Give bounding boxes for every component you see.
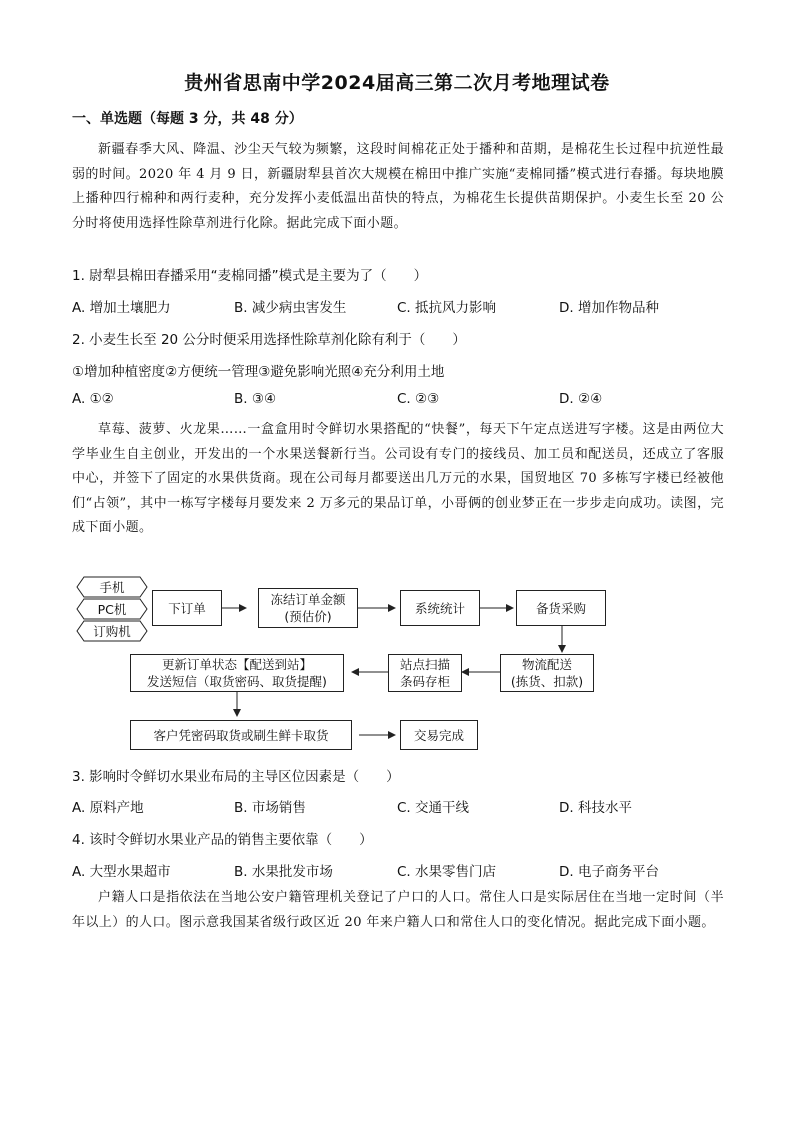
option-d: D. 科技水平 [559, 800, 632, 816]
option-d: D. ②④ [559, 391, 603, 407]
device-pc: PC机 [76, 598, 148, 620]
option-b: B. ③④ [234, 391, 277, 407]
flow-freeze-amount: 冻结订单金额 (预估价) [258, 588, 358, 628]
passage-cotton-wheat: 新疆春季大风、降温、沙尘天气较为频繁，这段时间棉花正处于播种和苗期，是棉花生长过程中抗逆性最弱的时间。2020 年 4 月 9 日，新疆尉犁县首次大规模在棉田中推广实施“麦棉同播”模式进行春播。每块地膜上播种四行棉种和两行麦种，充分发挥小麦低温出苗快的特点，为棉花生长提供苗期保护。小麦生长至 20 公分时将使用选择性除草剂进行化除。据此完成下面小题。 [72, 142, 724, 231]
option-b: B. 减少病虫害发生 [234, 300, 347, 316]
order-flowchart [70, 574, 610, 754]
passage-fruit-delivery: 草莓、菠萝、火龙果……一盒盒用时令鲜切水果搭配的“快餐”，每天下午定点送进写字楼。这是由两位大学毕业生自主创业，开发出的一个水果送餐新行当。公司设有专门的接线员、加工员和配送员，还成立了客服中心，并签下了固定的水果供货商。现在公司每月都要送出几万元的水果，国贸地区 70 多栋写字楼已经被他们“占领”，其中一栋写字楼每月要发来 2 万多元的果品订单，小哥俩的创业梦正在一步步走向成功。读图，完成下面小题。 [72, 422, 724, 535]
option-a: A. 大型水果超市 [72, 864, 171, 880]
question-2-choices: ①增加种植密度②方便统一管理③避免影响光照④充分利用土地 [72, 364, 445, 380]
device-kiosk: 订购机 [76, 620, 148, 642]
option-b: B. 水果批发市场 [234, 864, 333, 880]
option-c: C. 抵抗风力影响 [397, 300, 497, 316]
device-phone: 手机 [76, 576, 148, 598]
passage-population: 户籍人口是指依法在当地公安户籍管理机关登记了户口的人口。常住人口是实际居住在当地一定时间（半年以上）的人口。图示意我国某省级行政区近 20 年来户籍人口和常住人口的变化情况。据此完成下面小题。 [72, 890, 724, 930]
flow-update-status: 更新订单状态【配送到站】 发送短信（取货密码、取货提醒) [130, 654, 344, 692]
flow-system-stats: 系统统计 [400, 590, 480, 626]
flow-customer-pickup: 客户凭密码取货或刷生鲜卡取货 [130, 720, 352, 750]
page-title: 贵州省思南中学2024届高三第二次月考地理试卷 [184, 72, 610, 94]
option-a: A. 增加土壤肥力 [72, 300, 171, 316]
question-1-stem: 1. 尉犁县棉田春播采用“麦棉同播”模式是主要为了（ ） [72, 268, 428, 284]
option-a: A. ①② [72, 391, 114, 407]
option-c: C. ②③ [397, 391, 440, 407]
question-3-stem: 3. 影响时令鲜切水果业布局的主导区位因素是（ ） [72, 769, 400, 785]
option-b: B. 市场销售 [234, 800, 306, 816]
option-d: D. 电子商务平台 [559, 864, 659, 880]
flow-station-scan: 站点扫描 条码存柜 [388, 654, 462, 692]
flow-place-order: 下订单 [152, 590, 222, 626]
flow-procurement: 备货采购 [516, 590, 606, 626]
flow-transaction-done: 交易完成 [400, 720, 478, 750]
question-2-stem: 2. 小麦生长至 20 公分时便采用选择性除草剂化除有利于（ ） [72, 332, 466, 348]
question-4-stem: 4. 该时令鲜切水果业产品的销售主要依靠（ ） [72, 832, 373, 848]
flow-logistics: 物流配送 (拣货、扣款) [500, 654, 594, 692]
option-c: C. 水果零售门店 [397, 864, 497, 880]
section-heading: 一、单选题（每题 3 分，共 48 分） [72, 111, 303, 127]
option-d: D. 增加作物品种 [559, 300, 659, 316]
option-a: A. 原料产地 [72, 800, 144, 816]
option-c: C. 交通干线 [397, 800, 470, 816]
